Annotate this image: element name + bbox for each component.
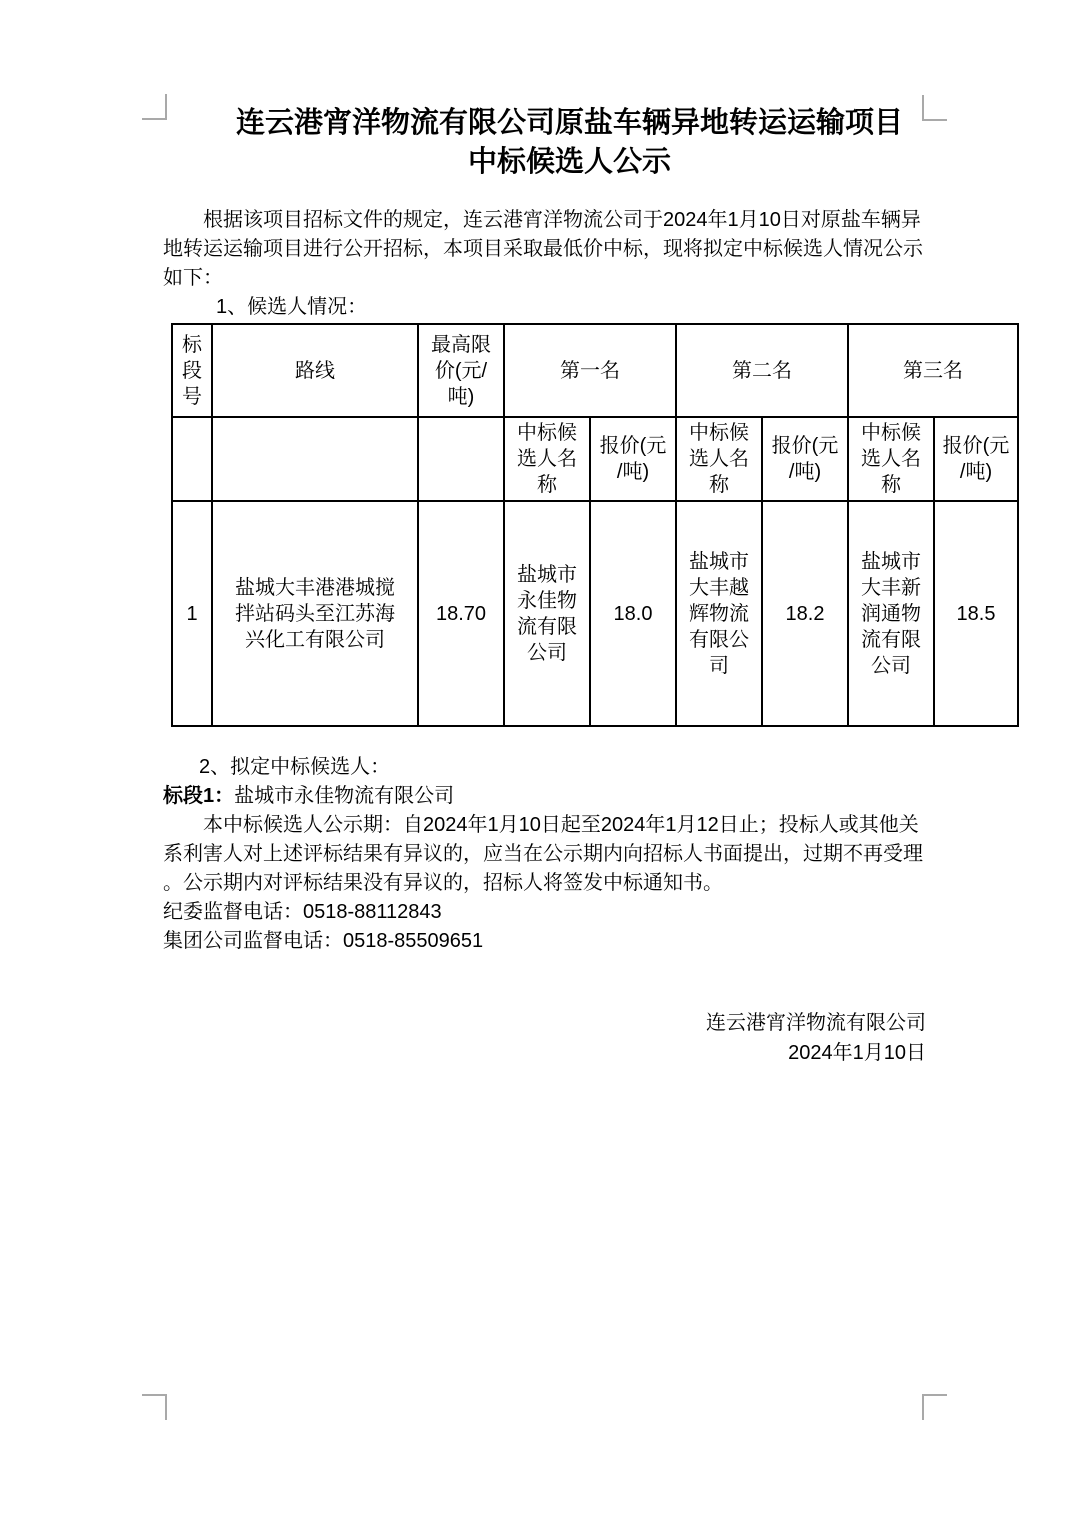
header-empty-route bbox=[212, 417, 418, 501]
group-phone-line: 集团公司监督电话：0518-85509651 bbox=[163, 930, 484, 952]
cell-rank1-name: 盐城市 永佳物 流有限 公司 bbox=[504, 501, 590, 726]
header-empty-max-price bbox=[418, 417, 504, 501]
table-header-row-1 bbox=[172, 324, 1018, 417]
signature-date: 2024年1月10日 bbox=[788, 1042, 926, 1064]
cell-rank2-price: 18.2 bbox=[762, 501, 848, 726]
document-content bbox=[163, 0, 1010, 1068]
section-2-heading: 2、拟定中标候选人： bbox=[199, 756, 391, 778]
margin-mark-bottom-left-icon bbox=[142, 1394, 167, 1420]
signature-block bbox=[163, 1008, 926, 1068]
discipline-phone-line: 纪委监督电话：0518-88112843 bbox=[163, 901, 442, 923]
document-title bbox=[163, 104, 926, 182]
header-rank3-price: 报价(元 /吨) bbox=[934, 417, 1018, 501]
bid-section-1-winner: 盐城市永佳物流有限公司 bbox=[234, 785, 455, 807]
header-empty-segment bbox=[172, 417, 212, 501]
table-data-row bbox=[172, 501, 1018, 726]
bid-section-1-label: 标段1： bbox=[163, 785, 235, 807]
notice-paragraph: 本中标候选人公示期：自2024年1月10日起至2024年1月12日止；投标人或其他关 系利害人对上述评标结果有异议的，应当在公示期内向招标人书面提出，过期不再受理 。公示期内对评标结果没有异议的，招标人将签发中标通知书。 bbox=[163, 814, 923, 894]
margin-mark-bottom-right-icon bbox=[922, 1394, 947, 1420]
header-rank2-candidate: 中标候 选人名 称 bbox=[676, 417, 762, 501]
bid-section-1-line bbox=[163, 782, 926, 811]
cell-route: 盐城大丰港港城搅 拌站码头至江苏海 兴化工有限公司 bbox=[212, 501, 418, 726]
cell-max-price: 18.70 bbox=[418, 501, 504, 726]
header-rank1-price: 报价(元 /吨) bbox=[590, 417, 676, 501]
header-rank-1: 第一名 bbox=[504, 324, 676, 417]
candidates-table bbox=[171, 323, 1019, 727]
table-header-row-2 bbox=[172, 417, 1018, 501]
header-rank1-candidate: 中标候 选人名 称 bbox=[504, 417, 590, 501]
cell-rank2-name: 盐城市 大丰越 辉物流 有限公 司 bbox=[676, 501, 762, 726]
header-rank-2: 第二名 bbox=[676, 324, 848, 417]
section-1-heading: 1、候选人情况： bbox=[216, 296, 368, 318]
intro-paragraph: 根据该项目招标文件的规定，连云港宵洋物流公司于2024年1月10日对原盐车辆异 地转运运输项目进行公开招标，本项目采取最低价中标，现将拟定中标候选人情况公示 如下： bbox=[163, 209, 923, 289]
cell-rank1-price: 18.0 bbox=[590, 501, 676, 726]
header-rank3-candidate: 中标候 选人名 称 bbox=[848, 417, 934, 501]
header-segment-no: 标 段 号 bbox=[172, 324, 212, 417]
header-route: 路线 bbox=[212, 324, 418, 417]
header-rank2-price: 报价(元 /吨) bbox=[762, 417, 848, 501]
cell-rank3-name: 盐城市 大丰新 润通物 流有限 公司 bbox=[848, 501, 934, 726]
signature-company: 连云港宵洋物流有限公司 bbox=[706, 1012, 926, 1034]
title-line-2: 中标候选人公示 bbox=[467, 146, 671, 178]
header-rank-3: 第三名 bbox=[848, 324, 1018, 417]
cell-segment-no: 1 bbox=[172, 501, 212, 726]
cell-rank3-price: 18.5 bbox=[934, 501, 1018, 726]
title-line-1: 连云港宵洋物流有限公司原盐车辆异地转运运输项目 bbox=[235, 107, 903, 139]
header-max-price: 最高限 价(元/ 吨) bbox=[418, 324, 504, 417]
